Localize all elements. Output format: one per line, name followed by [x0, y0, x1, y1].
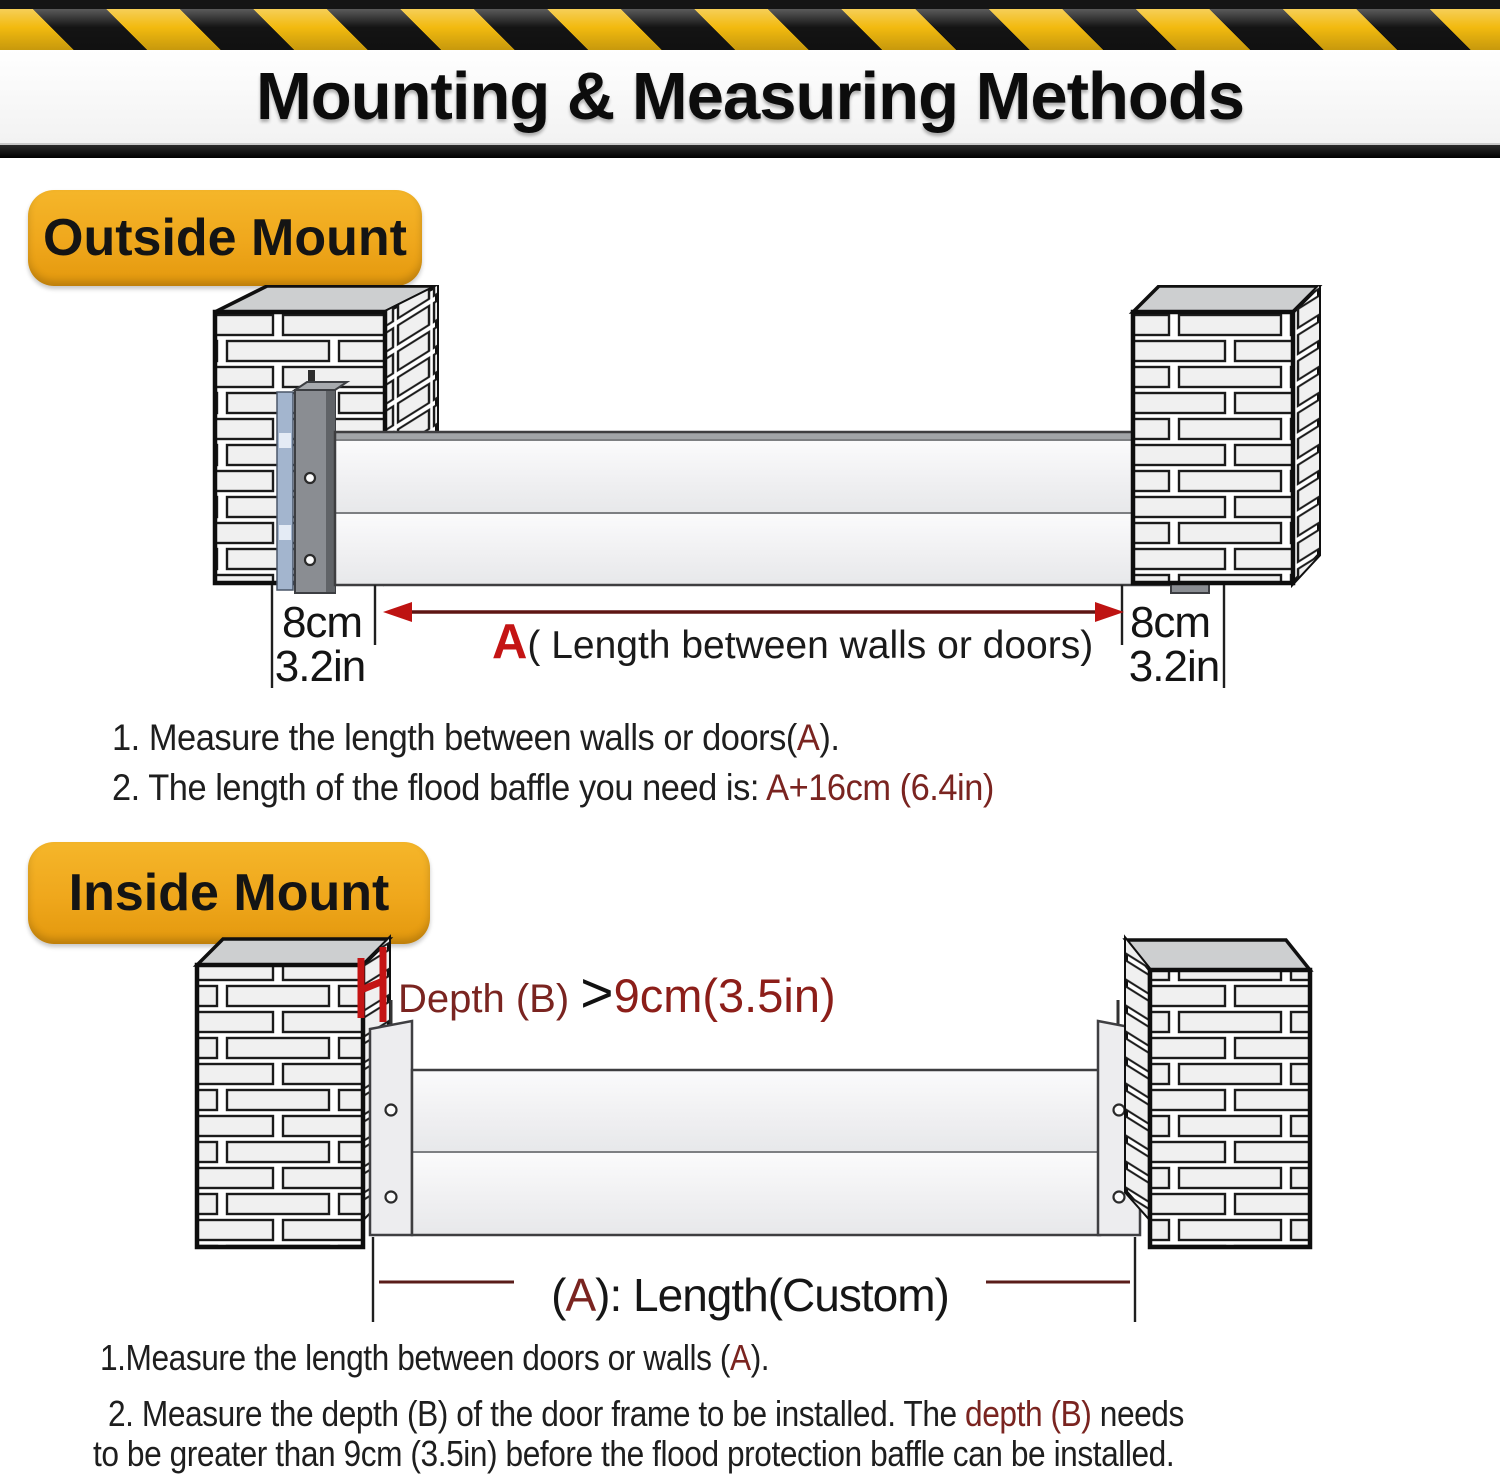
outside-right-pillar [1133, 286, 1319, 583]
step-highlight: A [796, 717, 820, 758]
inside-mount-badge [28, 842, 430, 944]
step-text: 2. Measure the depth (B) of the door frame to be installed. The [108, 1393, 966, 1434]
pillar-front-bricks [1133, 312, 1293, 583]
depth-label [398, 961, 836, 1025]
screw-hole [1114, 1192, 1125, 1203]
inside-right-pillar [1126, 940, 1310, 1247]
outside-dimensions [272, 585, 1224, 691]
pillar-top-face [1133, 286, 1319, 312]
length-label-rest: ): Length(Custom) [595, 1269, 949, 1321]
step-text: 1. Measure the length between walls or doors( [112, 717, 797, 758]
dim-right-in: 3.2in [1128, 642, 1220, 691]
outside-step-1 [112, 718, 839, 759]
length-a-text: ( Length between walls or doors) [527, 624, 1094, 667]
outside-mount-badge-label: Outside Mount [43, 209, 407, 267]
step-text: to be greater than 9cm (3.5in) before the flood protection baffle can be installed. [93, 1433, 1175, 1474]
length-a-label [492, 615, 1093, 669]
arrowhead-left [383, 602, 412, 622]
pillar-side-bricks [1293, 286, 1319, 583]
screw-hole [1114, 1105, 1125, 1116]
inside-dimensions [373, 1237, 1135, 1322]
pillar-front-bricks [1150, 970, 1310, 1247]
outside-step-2 [112, 768, 994, 809]
outside-flood-barrier [335, 432, 1180, 585]
step-text: 1.Measure the length between doors or walls ( [100, 1337, 730, 1378]
title-band [0, 50, 1500, 145]
barrier-panel-top [335, 440, 1180, 513]
pillar-top-face [1126, 940, 1310, 970]
step-text: ). [819, 717, 840, 758]
screw-hole [305, 555, 315, 565]
step-text: needs [1091, 1393, 1184, 1434]
outside-mount-badge [28, 190, 422, 286]
length-label [551, 1269, 949, 1321]
dim-left-in: 3.2in [274, 642, 366, 691]
page-title: Mounting & Measuring Methods [255, 59, 1245, 134]
top-black-strip [0, 0, 1500, 9]
pillar-front-bricks [197, 965, 363, 1247]
arrowhead-right [1095, 602, 1124, 622]
pillar-side-bricks [1126, 940, 1150, 1219]
step-text: ). [750, 1337, 770, 1378]
seal-mark [279, 433, 291, 448]
length-a-letter: A [492, 615, 528, 669]
inside-step-2-line-2 [93, 1434, 1174, 1474]
header-divider-bar [0, 145, 1500, 158]
screw-hole [305, 473, 315, 483]
barrier-panel-bottom [335, 513, 1180, 585]
step-highlight: depth (B) [965, 1393, 1092, 1434]
inside-flood-barrier [412, 1070, 1100, 1235]
barrier-panel-bottom [412, 1152, 1100, 1235]
seal-mark [279, 525, 291, 540]
outside-mount-diagram [0, 285, 1500, 720]
inside-mount-diagram [0, 930, 1500, 1330]
dim-left-cm: 8cm [281, 598, 363, 647]
inside-mount-badge-label: Inside Mount [68, 864, 390, 922]
dim-right-cm: 8cm [1129, 598, 1211, 647]
length-label-a: A [565, 1269, 596, 1321]
depth-label-text: Depth (B) [398, 977, 581, 1021]
hazard-stripe-band [0, 9, 1500, 50]
step-text: 2. The length of the flood baffle you need is: [112, 767, 767, 808]
inside-step-2-line-1 [108, 1394, 1184, 1434]
greater-than-sign: > [580, 961, 614, 1025]
length-label-open: ( [551, 1269, 566, 1321]
step-highlight: A [729, 1337, 751, 1378]
screw-hole [386, 1192, 397, 1203]
screw-hole [386, 1105, 397, 1116]
barrier-panel-top [412, 1070, 1100, 1152]
depth-value: 9cm(3.5in) [613, 969, 836, 1022]
inside-left-mount [370, 1000, 412, 1235]
bracket-shade [326, 391, 335, 592]
step-highlight: A+16cm (6.4in) [766, 767, 994, 808]
seal-strip [277, 392, 293, 590]
inside-step-1 [100, 1338, 769, 1378]
